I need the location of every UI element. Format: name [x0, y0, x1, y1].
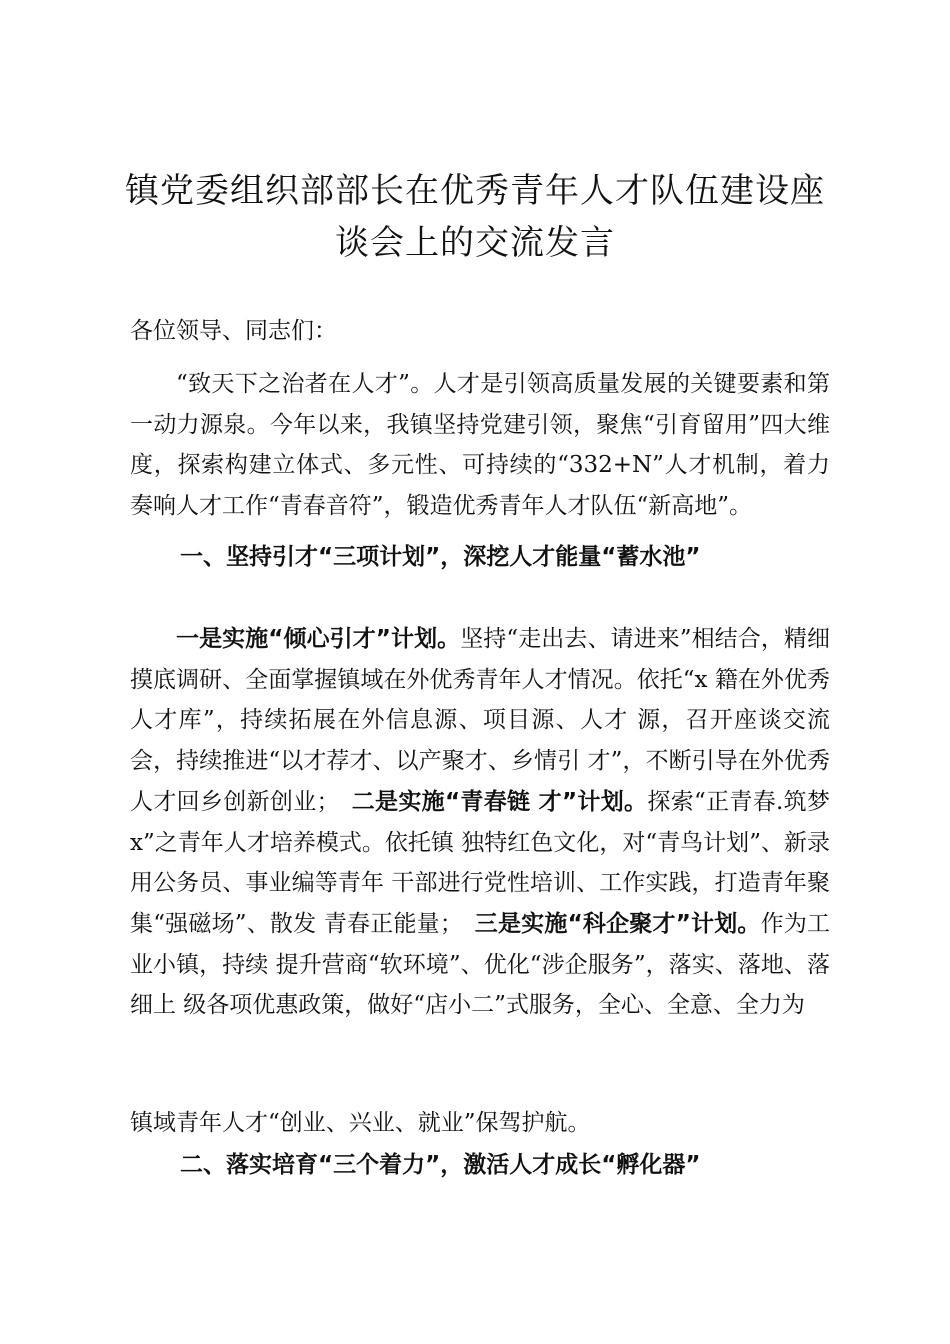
section-1-last-line: 镇域青年人才“创业、兴业、就业”保驾护航。 [130, 1110, 591, 1136]
section-1-paragraph [130, 619, 830, 1026]
section-1-heading: 一、坚持引才“三项计划”，深挖人才能量“蓄水池” [180, 544, 701, 570]
plan-3-label: 三是实施“科企聚才”计划。 [474, 910, 761, 937]
plan-2-text: 探索“正青春.筑梦 x”之青年人才培养模式。依托镇 独特红色文化，对“青鸟计划”、新录用公务员、事业编等青年 干部进行党性培训、工作实践，打造青年聚集“强磁场”、散发 青春正能量； [130, 788, 831, 937]
plan-2-label: 二是实施“青春链 才”计划。 [351, 788, 648, 815]
plan-1-label: 一是实施“倾心引才”计划。 [176, 626, 461, 652]
section-2-heading: 二、落实培育“三个着力”，激活人才成长“孵化器” [180, 1152, 701, 1178]
intro-paragraph: “致天下之治者在人才”。人才是引领高质量发展的关键要素和第一动力源泉。今年以来，我镇坚持党建引领，聚焦“引育留用”四大维度，探索构建立体式、多元性、可持续的“332+N”人才机制，着力奏响人才工作“青春音符”，锻造优秀青年人才队伍“新高地”。 [130, 371, 830, 519]
plan-3-text: 作为工业小镇，持续 提升营商“软环境”、优化“涉企服务”，落实、落地、落细上 级各项优惠政策，做好“店小二”式服务，全心、全意、全力为 [130, 910, 831, 1019]
plan-1-text: 坚持“走出去、请进来”相结合，精细摸底调研、全面掌握镇域在外优秀青年人才情况。依托“x 籍在外优秀人才库”，持续拓展在外信息源、项目源、人才 源，召开座谈交流会，持续推进“以才荐才、以产聚才、乡情引 才”，不断引导在外优秀人才回乡创新创业； [130, 626, 830, 815]
title-line-2: 谈会上的交流发言 [335, 223, 615, 263]
greeting: 各位领导、同志们： [130, 318, 337, 344]
document-title [100, 165, 850, 269]
title-line-1: 镇党委组织部部长在优秀青年人才队伍建设座 [125, 171, 825, 211]
